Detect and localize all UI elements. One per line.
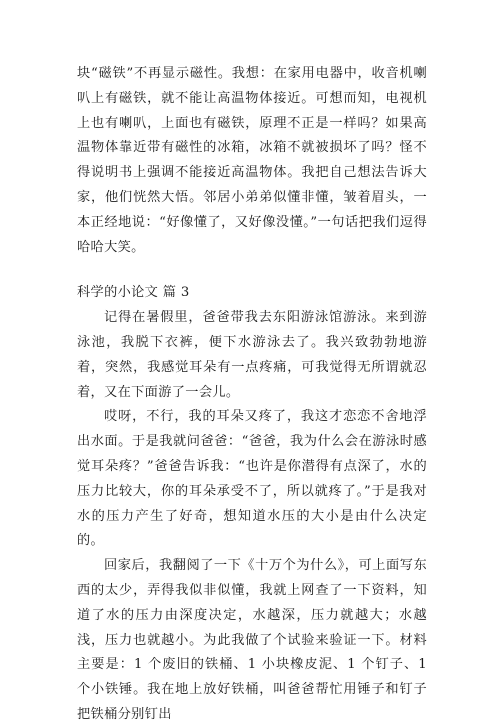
paragraph: 回家后，我翻阅了一下《十万个为什么》，可上面写东西的太少，弄得我似非似懂，我就上网查了一下资料，知道了水的压力由深度决定，水越深，压力就越大；水越浅，压力也就越小。为此我做了个试验来验证一下。材料主要是：1 个废旧的铁桶、1 小块橡皮泥、1 个钉子、1 个小铁锤。我在地上放好铁桶，叫爸爸帮忙用锤子和钉子把铁桶分别钉出 (77, 558, 427, 722)
paragraph: 哎呀，不行，我的耳朵又疼了，我这才恋恋不舍地浮出水面。于是我就问爸爸：“爸爸，我为什么会在游泳时感觉耳朵疼？”爸爸告诉我：“也许是你潜得有点深了，水的压力比较大，你的耳朵承受不了，所以就疼了。”于是我对水的压力产生了好奇，想知道水压的大小是由什么决定的。 (77, 409, 427, 549)
document-page (77, 62, 427, 728)
paragraph: 记得在暑假里，爸爸带我去东阳游泳馆游泳。来到游泳池，我脱下衣裤，便下水游泳去了。我兴致勃勃地游着，突然，我感觉耳朵有一点疼痛，可我觉得无所谓就忍着，又在下面游了一会儿。 (77, 310, 427, 400)
paragraph-continued: 块“磁铁”不再显示磁性。我想：在家用电器中，收音机喇叭上有磁铁，就不能让高温物体接近。可想而知，电视机上也有喇叭，上面也有磁铁，原理不正是一样吗？如果高温物体靠近带有磁性的冰箱，冰箱不就被损坏了吗？怪不得说明书上强调不能接近高温物体。我把自己想法告诉大家，他们恍然大悟。邻居小弟弟似懂非懂，皱着眉头，一本正经地说：“好像懂了，又好像没懂。”一句话把我们逗得哈哈大笑。 (77, 66, 427, 255)
section-title: 科学的小论文 篇 3 (77, 285, 190, 301)
